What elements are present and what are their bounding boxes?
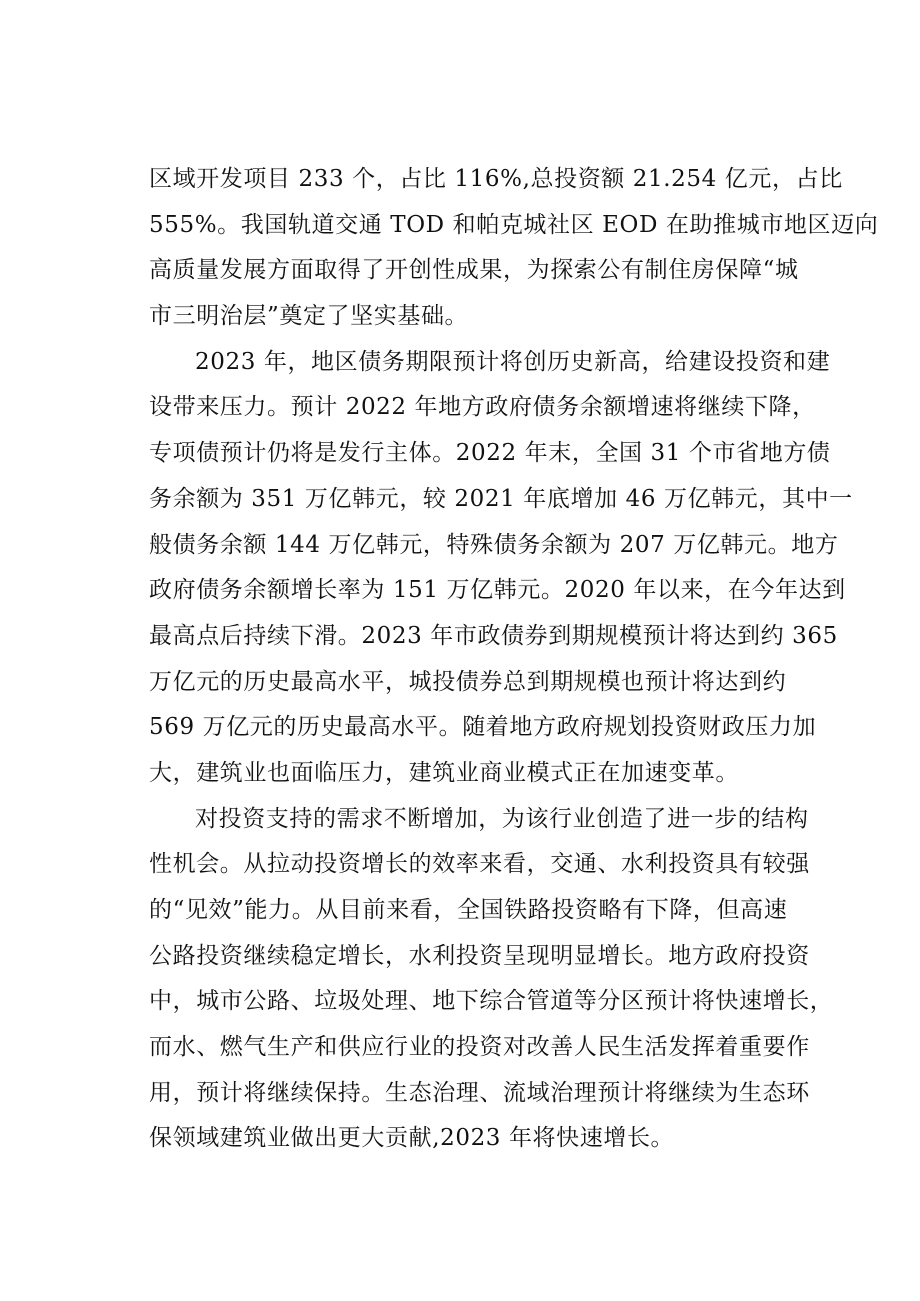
text-line: 性机会。从拉动投资增长的效率来看，交通、水利投资具有较强 [149, 851, 810, 878]
text-line: 大，建筑业也面临压力，建筑业商业模式正在加速变革。 [149, 759, 739, 786]
text-line: 用，预计将继续保持。生态治理、流域治理预计将继续为生态环 [149, 1079, 810, 1106]
text-line: 设带来压力。预计 2022 年地方政府债务余额增速将继续下降， [149, 394, 816, 421]
text-line: 最高点后持续下滑。2023 年市政债券到期规模预计将达到约 365 [149, 622, 838, 649]
text-line: 高质量发展方面取得了开创性成果，为探索公有制住房保障“城 [149, 257, 799, 284]
text-line: 对投资支持的需求不断增加，为该行业创造了进一步的结构 [195, 805, 809, 832]
text-line: 务余额为 351 万亿韩元，较 2021 年底增加 46 万亿韩元，其中一 [149, 485, 853, 512]
text-line: 569 万亿元的历史最高水平。随着地方政府规划投资财政压力加 [149, 714, 817, 741]
document-body [149, 157, 879, 1162]
text-line: 万亿元的历史最高水平，城投债券总到期规模也预计将达到约 [149, 668, 787, 695]
text-line: 而水、燃气生产和供应行业的投资对改善人民生活发挥着重要作 [149, 1034, 810, 1061]
paragraph-3 [149, 797, 834, 1163]
paragraph-2 [149, 340, 853, 797]
text-line: 区域开发项目 233 个，占比 116%,总投资额 21.254 亿元，占比 [149, 166, 843, 192]
text-line: 555%。我国轨道交通 TOD 和帕克城社区 EOD 在助推城市地区迈向 [149, 211, 879, 238]
text-line: 中，城市公路、垃圾处理、地下综合管道等分区预计将快速增长， [149, 988, 834, 1015]
text-line: 专项债预计仍将是发行主体。2022 年末，全国 31 个市省地方债 [149, 440, 831, 467]
text-line: 般债务余额 144 万亿韩元，特殊债务余额为 207 万亿韩元。地方 [149, 531, 839, 558]
paragraph-1 [149, 157, 879, 340]
text-line: 2023 年，地区债务期限预计将创历史新高，给建设投资和建 [195, 348, 831, 375]
text-line: 市三明治层”奠定了坚实基础。 [149, 303, 469, 330]
text-line: 的“见效”能力。从目前来看，全国铁路投资略有下降，但高速 [149, 897, 788, 923]
text-line: 保领域建筑业做出更大贡献,2023 年将快速增长。 [149, 1125, 675, 1152]
text-line: 公路投资继续稳定增长，水利投资呈现明显增长。地方政府投资 [149, 942, 810, 969]
text-line: 政府债务余额增长率为 151 万亿韩元。2020 年以来，在今年达到 [149, 577, 846, 604]
